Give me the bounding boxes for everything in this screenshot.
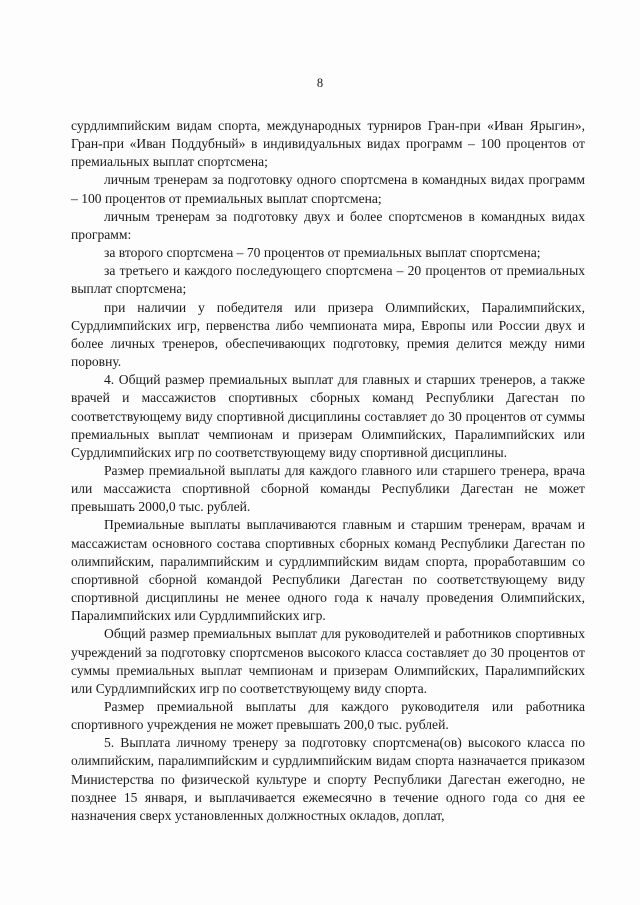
paragraph: Общий размер премиальных выплат для руководителей и работников спортивных учреждений за подготовку спортсменов высокого класса составляет до 30 процентов от суммы премиальных выплат чемпионам и призерам Олимпийских, Паралимпийских или Сурдлимпийских игр по соответствующему виду спорта.: [71, 626, 585, 696]
paragraph: 5. Выплата личному тренеру за подготовку спортсмена(ов) высокого класса по олимпийским, паралимпийским и сурдлимпийским видам спорта назначается приказом Министерства по физической культуре и спорту Республики Дагестан ежегодно, не позднее 15 января, и выплачивается ежемесячно в течение одного года со дня ее назначения сверх установленных должностных окладов, доплат,: [71, 735, 585, 823]
document-body: [71, 117, 585, 825]
paragraph: личным тренерам за подготовку одного спортсмена в командных видах программ – 100 процентов от премиальных выплат спортсмена;: [71, 172, 585, 206]
paragraph: за второго спортсмена – 70 процентов от премиальных выплат спортсмена;: [104, 245, 541, 261]
paragraph: за третьего и каждого последующего спортсмена – 20 процентов от премиальных выплат спортсмена;: [71, 263, 585, 297]
page-number: 8: [316, 76, 324, 90]
paragraph: Размер премиальной выплаты для каждого руководителя или работника спортивного учреждения не может превышать 200,0 тыс. рублей.: [71, 699, 585, 733]
paragraph: 4. Общий размер премиальных выплат для главных и старших тренеров, а также врачей и массажистов спортивных сборных команд Республики Дагестан по соответствующему виду спортивной дисциплины составляет до 30 процентов от суммы премиальных выплат чемпионам и призерам Олимпийских, Паралимпийских или Сурдлимпийских игр по соответствующему виду спортивной дисциплины.: [71, 372, 585, 460]
paragraph: сурдлимпийским видам спорта, международных турниров Гран-при «Иван Ярыгин», Гран-при «Иван Поддубный» в индивидуальных видах программ – 100 процентов от премиальных выплат спортсмена;: [71, 118, 585, 170]
paragraph: Премиальные выплаты выплачиваются главным и старшим тренерам, врачам и массажистам основного состава спортивных сборных команд Республики Дагестан по олимпийским, паралимпийским и сурдлимпийским видам спорта, проработавшим со спортивной сборной командой Республики Дагестан по соответствующему виду спортивной дисциплины не менее одного года к началу проведения Олимпийских, Паралимпийских или Сурдлимпийских игр.: [71, 517, 585, 624]
paragraph: личным тренерам за подготовку двух и более спортсменов в командных видах программ:: [71, 208, 585, 242]
paragraph: Размер премиальной выплаты для каждого главного или старшего тренера, врача или массажиста спортивной сборной команды Республики Дагестан не может превышать 2000,0 тыс. рублей.: [71, 462, 585, 515]
paragraph: при наличии у победителя или призера Олимпийских, Паралимпийских, Сурдлимпийских игр, первенства либо чемпионата мира, Европы или России двух и более личных тренеров, обеспечивающих подготовку, премия делится между ними поровну.: [71, 299, 585, 370]
